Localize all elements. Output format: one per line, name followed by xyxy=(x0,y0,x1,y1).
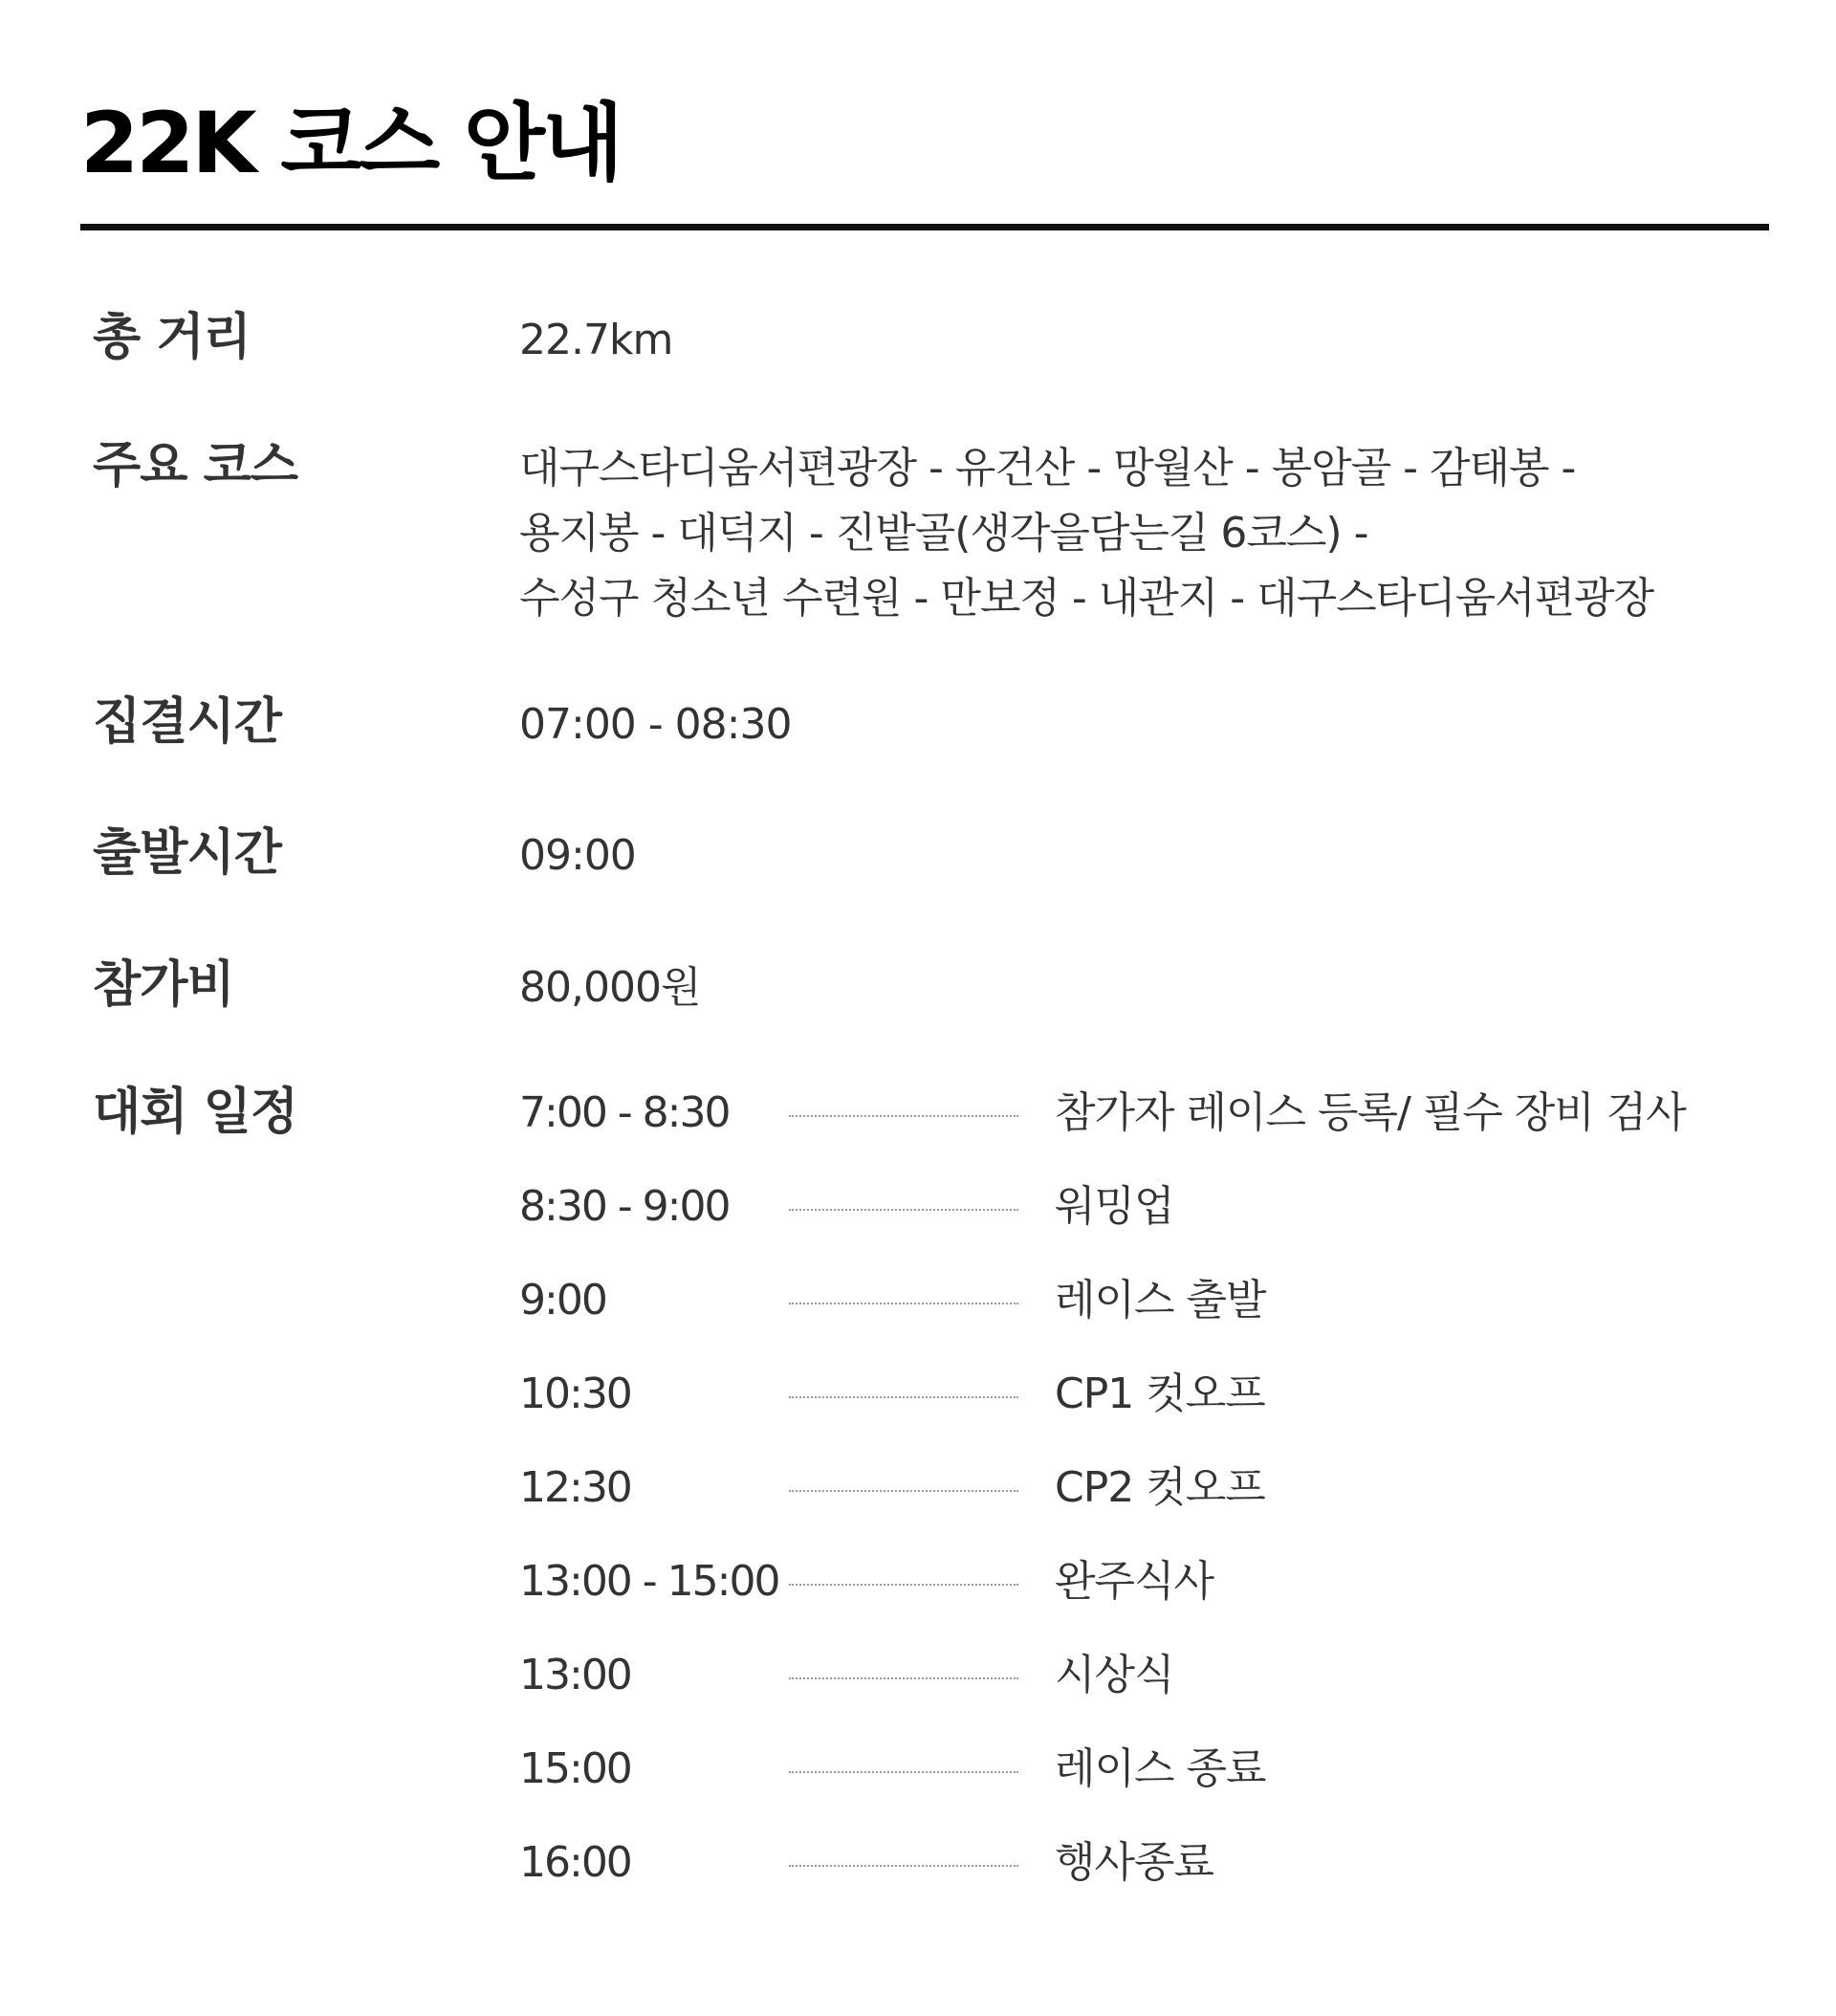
title-divider xyxy=(80,224,1769,230)
schedule-event: CP1 컷오프 xyxy=(1055,1370,1265,1418)
dotted-leader xyxy=(789,1677,1018,1679)
dotted-leader xyxy=(789,1771,1018,1773)
total-distance-label: 총 거리 xyxy=(93,309,251,366)
schedule-label: 대회 일정 xyxy=(93,1084,298,1141)
schedule-event: 시상식 xyxy=(1055,1651,1174,1699)
dotted-leader xyxy=(789,1303,1018,1304)
dotted-leader xyxy=(789,1396,1018,1398)
schedule-event: 참가자 레이스 등록/ 필수 장비 검사 xyxy=(1055,1088,1686,1137)
schedule-item xyxy=(519,1643,1762,1737)
gathering-time-value: 07:00 - 08:30 xyxy=(519,700,792,749)
schedule-time: 7:00 - 8:30 xyxy=(519,1088,730,1137)
schedule-event: 행사종료 xyxy=(1055,1838,1214,1887)
schedule-time: 9:00 xyxy=(519,1276,606,1325)
schedule-event: 워밍업 xyxy=(1055,1182,1174,1231)
dotted-leader xyxy=(789,1209,1018,1211)
schedule-time: 13:00 xyxy=(519,1651,631,1699)
main-course-label: 주요 코스 xyxy=(93,437,298,494)
total-distance-value: 22.7km xyxy=(519,316,673,364)
schedule-list xyxy=(519,1081,1762,1924)
dotted-leader xyxy=(789,1115,1018,1117)
gathering-time-label: 집결시간 xyxy=(93,693,281,751)
schedule-event: 레이스 종료 xyxy=(1055,1744,1266,1793)
start-time-value: 09:00 xyxy=(519,831,636,880)
entry-fee-label: 참가비 xyxy=(93,956,234,1014)
page-title: 22K 코스 안내 xyxy=(80,94,621,192)
main-course-line: 용지봉 - 대덕지 - 진밭골(생각을담는길 6코스) - xyxy=(519,509,1368,558)
main-course-line: 수성구 청소년 수련원 - 만보정 - 내관지 - 대구스타디움서편광장 xyxy=(519,574,1654,623)
schedule-event: CP2 컷오프 xyxy=(1055,1463,1265,1512)
schedule-time: 12:30 xyxy=(519,1463,631,1512)
schedule-item xyxy=(519,1456,1762,1549)
schedule-event: 레이스 출발 xyxy=(1055,1276,1266,1325)
schedule-event: 완주식사 xyxy=(1055,1557,1214,1606)
schedule-item xyxy=(519,1174,1762,1268)
schedule-item xyxy=(519,1830,1762,1924)
schedule-time: 13:00 - 15:00 xyxy=(519,1557,779,1606)
dotted-leader xyxy=(789,1865,1018,1867)
schedule-time: 15:00 xyxy=(519,1744,631,1793)
dotted-leader xyxy=(789,1490,1018,1492)
schedule-time: 8:30 - 9:00 xyxy=(519,1182,730,1231)
main-course-value xyxy=(519,436,1653,631)
schedule-item xyxy=(519,1737,1762,1830)
schedule-item xyxy=(519,1268,1762,1362)
schedule-time: 10:30 xyxy=(519,1370,631,1418)
schedule-item xyxy=(519,1081,1762,1174)
schedule-item xyxy=(519,1549,1762,1643)
schedule-time: 16:00 xyxy=(519,1838,631,1887)
main-course-line: 대구스타디움서편광장 - 유건산 - 망월산 - 봉암골 - 감태봉 - xyxy=(519,444,1576,493)
entry-fee-value: 80,000원 xyxy=(519,963,701,1012)
dotted-leader xyxy=(789,1584,1018,1586)
start-time-label: 출발시간 xyxy=(93,824,281,882)
schedule-item xyxy=(519,1362,1762,1456)
